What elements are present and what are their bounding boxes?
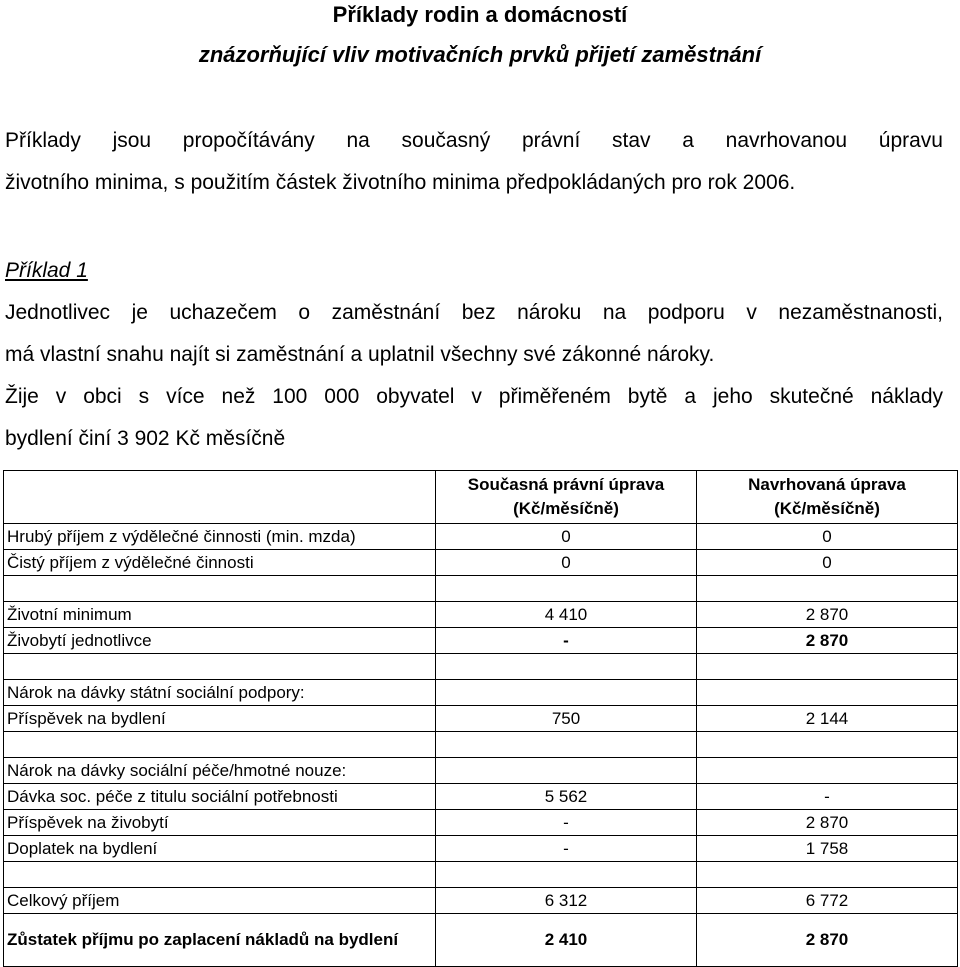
proposed-value: 2 144 bbox=[697, 706, 958, 732]
table-section-row bbox=[4, 758, 958, 784]
current-value: 0 bbox=[436, 550, 697, 576]
row-label: Dávka soc. péče z titulu sociální potřebnosti bbox=[4, 784, 436, 810]
current-value: - bbox=[436, 810, 697, 836]
current-value: 5 562 bbox=[436, 784, 697, 810]
blank-row bbox=[4, 732, 958, 758]
row-label: Čistý příjem z výdělečné činnosti bbox=[4, 550, 436, 576]
proposed-value: 0 bbox=[697, 550, 958, 576]
current-value: 2 410 bbox=[436, 914, 697, 967]
row-label: Životní minimum bbox=[4, 602, 436, 628]
table-row bbox=[4, 914, 958, 967]
proposed-value: - bbox=[697, 784, 958, 810]
header-empty-cell bbox=[4, 471, 436, 524]
current-value: - bbox=[436, 628, 697, 654]
section-label: Nárok na dávky sociální péče/hmotné nouze: bbox=[4, 758, 436, 784]
example-description bbox=[5, 292, 943, 460]
current-value: 0 bbox=[436, 524, 697, 550]
document-title: Příklady rodin a domácností bbox=[332, 2, 628, 27]
table-row bbox=[4, 888, 958, 914]
header-proposed-law: Navrhovaná úprava (Kč/měsíčně) bbox=[697, 471, 958, 524]
table-header-row bbox=[4, 471, 958, 524]
desc-line-1: Jednotlivec je uchazečem o zaměstnání bez nároku na podporu v nezaměstnanosti, bbox=[5, 301, 943, 324]
proposed-value: 2 870 bbox=[697, 628, 958, 654]
intro-paragraph bbox=[5, 120, 943, 204]
row-label: Příspěvek na bydlení bbox=[4, 706, 436, 732]
current-value: 750 bbox=[436, 706, 697, 732]
row-label: Hrubý příjem z výdělečné činnosti (min. mzda) bbox=[4, 524, 436, 550]
row-label: Doplatek na bydlení bbox=[4, 836, 436, 862]
income-comparison-table bbox=[3, 470, 958, 967]
row-label: Celkový příjem bbox=[4, 888, 436, 914]
proposed-value: 2 870 bbox=[697, 810, 958, 836]
row-label: Živobytí jednotlivce bbox=[4, 628, 436, 654]
table-section-row bbox=[4, 680, 958, 706]
current-value: 4 410 bbox=[436, 602, 697, 628]
table-row bbox=[4, 524, 958, 550]
row-label: Zůstatek příjmu po zaplacení nákladů na bydlení bbox=[4, 914, 436, 967]
intro-line-2: životního minima, s použitím částek životního minima předpokládaných pro rok 2006. bbox=[5, 171, 796, 194]
proposed-value: 1 758 bbox=[697, 836, 958, 862]
document-subtitle: znázorňující vliv motivačních prvků přijetí zaměstnání bbox=[198, 42, 762, 67]
blank-row bbox=[4, 654, 958, 680]
table-row bbox=[4, 706, 958, 732]
desc-line-4: bydlení činí 3 902 Kč měsíčně bbox=[5, 427, 286, 450]
proposed-value: 6 772 bbox=[697, 888, 958, 914]
section-label: Nárok na dávky státní sociální podpory: bbox=[4, 680, 436, 706]
example-heading: Příklad 1 bbox=[5, 259, 88, 282]
desc-line-3: Žije v obci s více než 100 000 obyvatel v přiměřeném bytě a jeho skutečné náklady bbox=[5, 385, 943, 408]
table-row bbox=[4, 810, 958, 836]
table-row bbox=[4, 602, 958, 628]
table-row bbox=[4, 550, 958, 576]
proposed-value: 2 870 bbox=[697, 914, 958, 967]
table-row bbox=[4, 836, 958, 862]
blank-row bbox=[4, 576, 958, 602]
proposed-value: 2 870 bbox=[697, 602, 958, 628]
current-value: - bbox=[436, 836, 697, 862]
desc-line-2: má vlastní snahu najít si zaměstnání a uplatnil všechny své zákonné nároky. bbox=[5, 343, 715, 366]
blank-row bbox=[4, 862, 958, 888]
table-row bbox=[4, 628, 958, 654]
table-row bbox=[4, 784, 958, 810]
header-current-law: Současná právní úprava (Kč/měsíčně) bbox=[436, 471, 697, 524]
proposed-value: 0 bbox=[697, 524, 958, 550]
row-label: Příspěvek na živobytí bbox=[4, 810, 436, 836]
current-value: 6 312 bbox=[436, 888, 697, 914]
intro-line-1: Příklady jsou propočítávány na současný právní stav a navrhovanou úpravu bbox=[5, 129, 943, 152]
